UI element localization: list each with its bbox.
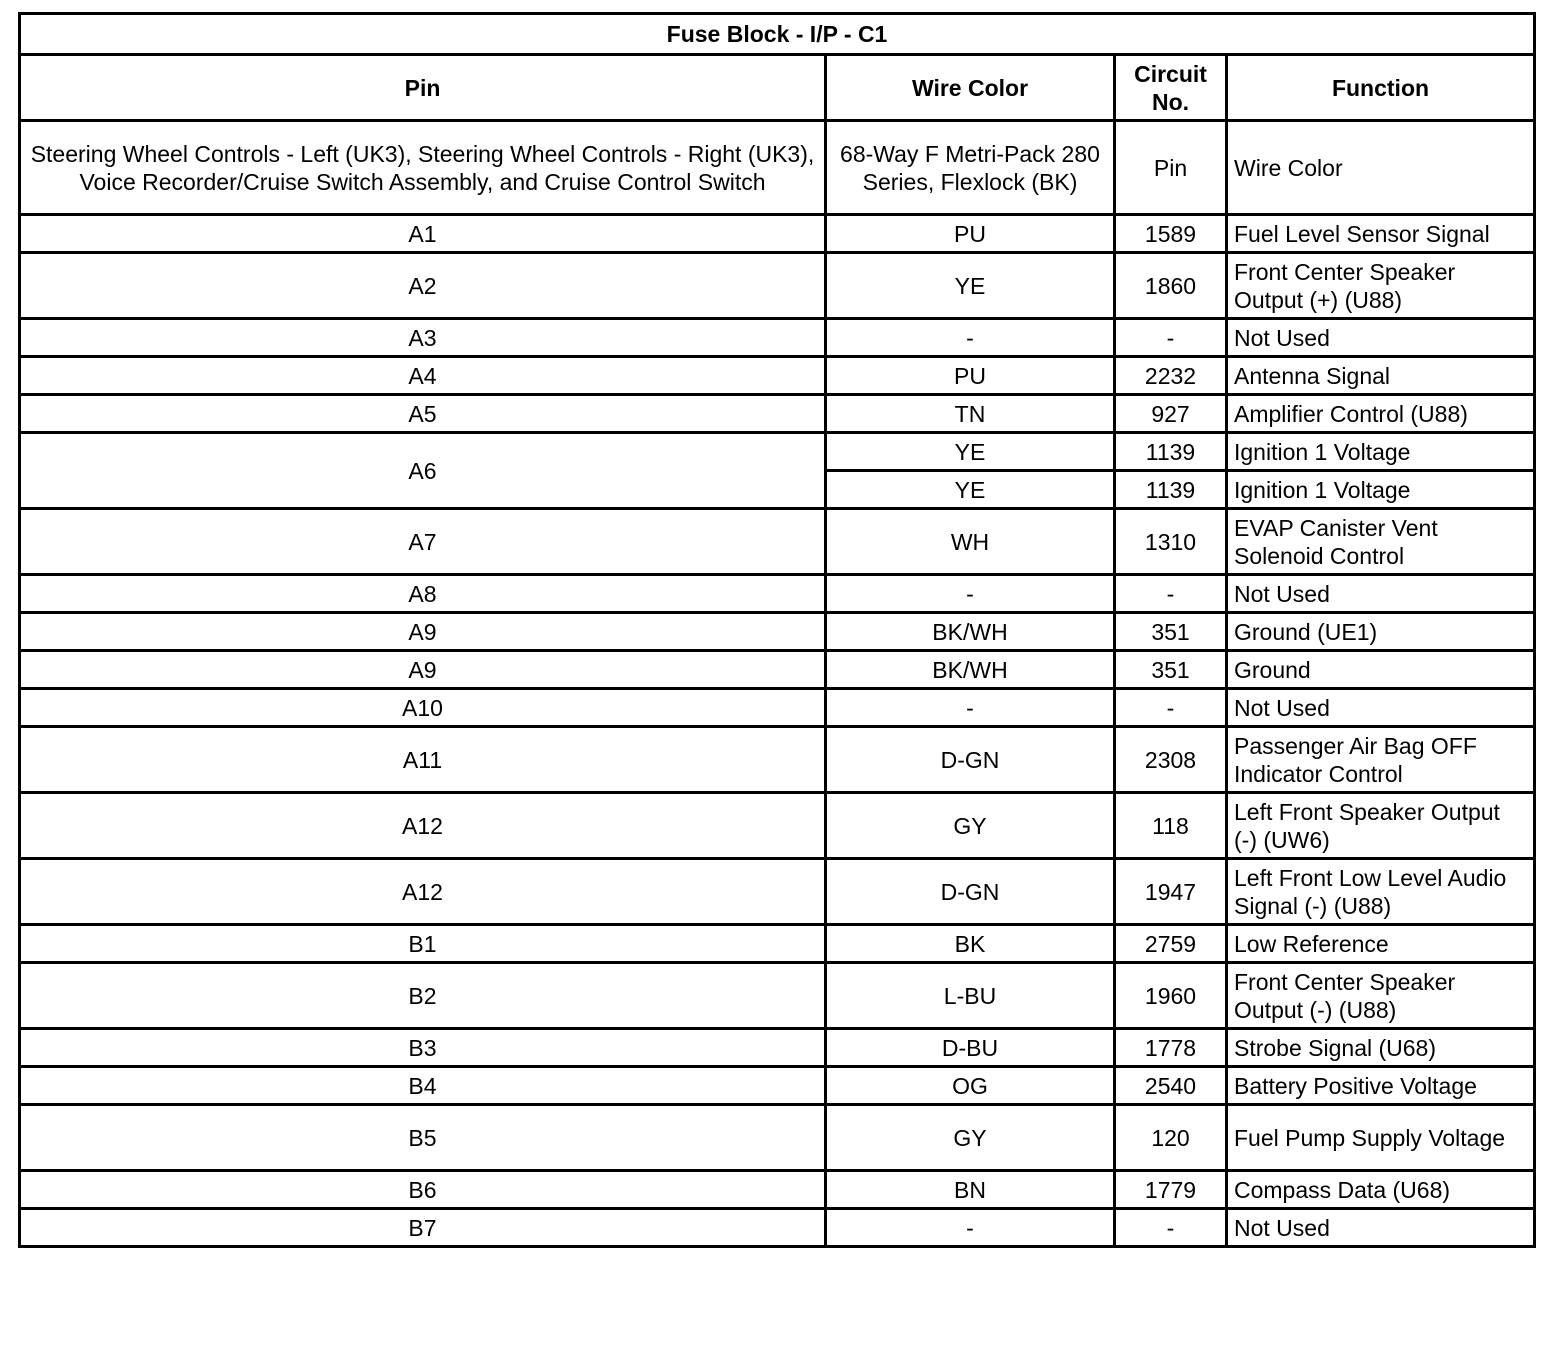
circuit-cell: 1778	[1115, 1029, 1227, 1067]
wire-color-cell: BK	[826, 925, 1115, 963]
function-cell: Fuel Pump Supply Voltage	[1227, 1105, 1535, 1171]
pin-cell: A11	[20, 727, 826, 793]
function-cell: Ground	[1227, 651, 1535, 689]
pin-cell: A9	[20, 613, 826, 651]
table-row	[20, 509, 1535, 575]
wire-color-cell: BK/WH	[826, 651, 1115, 689]
circuit-cell: 1310	[1115, 509, 1227, 575]
table-row	[20, 319, 1535, 357]
circuit-cell: 2540	[1115, 1067, 1227, 1105]
table-row	[20, 215, 1535, 253]
pin-cell: A5	[20, 395, 826, 433]
wire-color-cell: PU	[826, 215, 1115, 253]
table-row	[20, 1067, 1535, 1105]
function-cell: Compass Data (U68)	[1227, 1171, 1535, 1209]
table-row	[20, 613, 1535, 651]
table-row	[20, 651, 1535, 689]
circuit-cell: 120	[1115, 1105, 1227, 1171]
pin-cell: A7	[20, 509, 826, 575]
circuit-cell: -	[1115, 689, 1227, 727]
pin-cell: B1	[20, 925, 826, 963]
circuit-cell: 1589	[1115, 215, 1227, 253]
wire-color-cell: -	[826, 319, 1115, 357]
pin-cell: A4	[20, 357, 826, 395]
function-cell: Front Center Speaker Output (+) (U88)	[1227, 253, 1535, 319]
wire-color-cell: -	[826, 1209, 1115, 1247]
fuse-block-table	[18, 12, 1536, 1248]
wire-color-cell: OG	[826, 1067, 1115, 1105]
circuit-cell: -	[1115, 575, 1227, 613]
pin-cell: A3	[20, 319, 826, 357]
table-row	[20, 963, 1535, 1029]
function-cell: Passenger Air Bag OFF Indicator Control	[1227, 727, 1535, 793]
connector-description: Steering Wheel Controls - Left (UK3), Steering Wheel Controls - Right (UK3), Voice Recorder/Cruise Switch Assembly, and Cruise Control Switch	[20, 121, 826, 215]
function-cell: Front Center Speaker Output (-) (U88)	[1227, 963, 1535, 1029]
wire-color-cell: GY	[826, 1105, 1115, 1171]
circuit-cell: 1947	[1115, 859, 1227, 925]
function-cell: Antenna Signal	[1227, 357, 1535, 395]
wire-color-cell: YE	[826, 253, 1115, 319]
table-row	[20, 925, 1535, 963]
table-row	[20, 357, 1535, 395]
pin-cell: B5	[20, 1105, 826, 1171]
circuit-cell: 1779	[1115, 1171, 1227, 1209]
pin-cell: B2	[20, 963, 826, 1029]
pin-cell: B4	[20, 1067, 826, 1105]
function-cell: Not Used	[1227, 319, 1535, 357]
function-cell: Not Used	[1227, 689, 1535, 727]
wire-color-cell: GY	[826, 793, 1115, 859]
function-cell: Ignition 1 Voltage	[1227, 433, 1535, 471]
table-row	[20, 689, 1535, 727]
pin-cell: A1	[20, 215, 826, 253]
pin-cell: A10	[20, 689, 826, 727]
pin-cell: A2	[20, 253, 826, 319]
function-cell: Strobe Signal (U68)	[1227, 1029, 1535, 1067]
wire-color-cell: TN	[826, 395, 1115, 433]
table-row	[20, 433, 1535, 471]
circuit-cell: 2759	[1115, 925, 1227, 963]
table-row	[20, 1171, 1535, 1209]
wire-color-cell: YE	[826, 471, 1115, 509]
circuit-cell: 351	[1115, 613, 1227, 651]
circuit-cell: 1139	[1115, 471, 1227, 509]
circuit-cell: 1960	[1115, 963, 1227, 1029]
function-cell: Fuel Level Sensor Signal	[1227, 215, 1535, 253]
table-title: Fuse Block - I/P - C1	[20, 14, 1535, 55]
header-pin: Pin	[20, 55, 826, 121]
wire-color-cell: WH	[826, 509, 1115, 575]
pin-cell: A9	[20, 651, 826, 689]
connector-row	[20, 121, 1535, 215]
wire-color-cell: BN	[826, 1171, 1115, 1209]
function-cell: Battery Positive Voltage	[1227, 1067, 1535, 1105]
function-cell: Amplifier Control (U88)	[1227, 395, 1535, 433]
title-row	[20, 14, 1535, 55]
wire-color-cell: D-GN	[826, 727, 1115, 793]
pin-cell: A12	[20, 793, 826, 859]
function-cell: Low Reference	[1227, 925, 1535, 963]
circuit-cell: 927	[1115, 395, 1227, 433]
pin-cell: B7	[20, 1209, 826, 1247]
wire-color-cell: -	[826, 575, 1115, 613]
wire-color-cell: -	[826, 689, 1115, 727]
circuit-cell: 1860	[1115, 253, 1227, 319]
function-cell: Ignition 1 Voltage	[1227, 471, 1535, 509]
connector-pin-label: Pin	[1115, 121, 1227, 215]
header-wire-color: Wire Color	[826, 55, 1115, 121]
function-cell: Left Front Speaker Output (-) (UW6)	[1227, 793, 1535, 859]
wire-color-cell: D-GN	[826, 859, 1115, 925]
table-row	[20, 1209, 1535, 1247]
table-row	[20, 395, 1535, 433]
circuit-cell: 2308	[1115, 727, 1227, 793]
table-row	[20, 1029, 1535, 1067]
connector-type: 68-Way F Metri-Pack 280 Series, Flexlock (BK)	[826, 121, 1115, 215]
wire-color-cell: D-BU	[826, 1029, 1115, 1067]
pin-cell: B6	[20, 1171, 826, 1209]
function-cell: Left Front Low Level Audio Signal (-) (U88)	[1227, 859, 1535, 925]
table-row	[20, 727, 1535, 793]
table-row	[20, 859, 1535, 925]
wire-color-cell: PU	[826, 357, 1115, 395]
circuit-cell: -	[1115, 319, 1227, 357]
table-row	[20, 253, 1535, 319]
function-cell: Not Used	[1227, 1209, 1535, 1247]
table-row	[20, 575, 1535, 613]
connector-wire-color-label: Wire Color	[1227, 121, 1535, 215]
table-row	[20, 1105, 1535, 1171]
pin-cell: A8	[20, 575, 826, 613]
table-row	[20, 793, 1535, 859]
circuit-cell: 1139	[1115, 433, 1227, 471]
circuit-cell: 118	[1115, 793, 1227, 859]
pin-cell: A6	[20, 433, 826, 509]
header-row	[20, 55, 1535, 121]
wire-color-cell: YE	[826, 433, 1115, 471]
circuit-cell: 2232	[1115, 357, 1227, 395]
header-function: Function	[1227, 55, 1535, 121]
wire-color-cell: L-BU	[826, 963, 1115, 1029]
function-cell: Not Used	[1227, 575, 1535, 613]
pin-cell: B3	[20, 1029, 826, 1067]
circuit-cell: -	[1115, 1209, 1227, 1247]
circuit-cell: 351	[1115, 651, 1227, 689]
header-circuit-no: Circuit No.	[1115, 55, 1227, 121]
function-cell: Ground (UE1)	[1227, 613, 1535, 651]
pin-cell: A12	[20, 859, 826, 925]
wire-color-cell: BK/WH	[826, 613, 1115, 651]
function-cell: EVAP Canister Vent Solenoid Control	[1227, 509, 1535, 575]
